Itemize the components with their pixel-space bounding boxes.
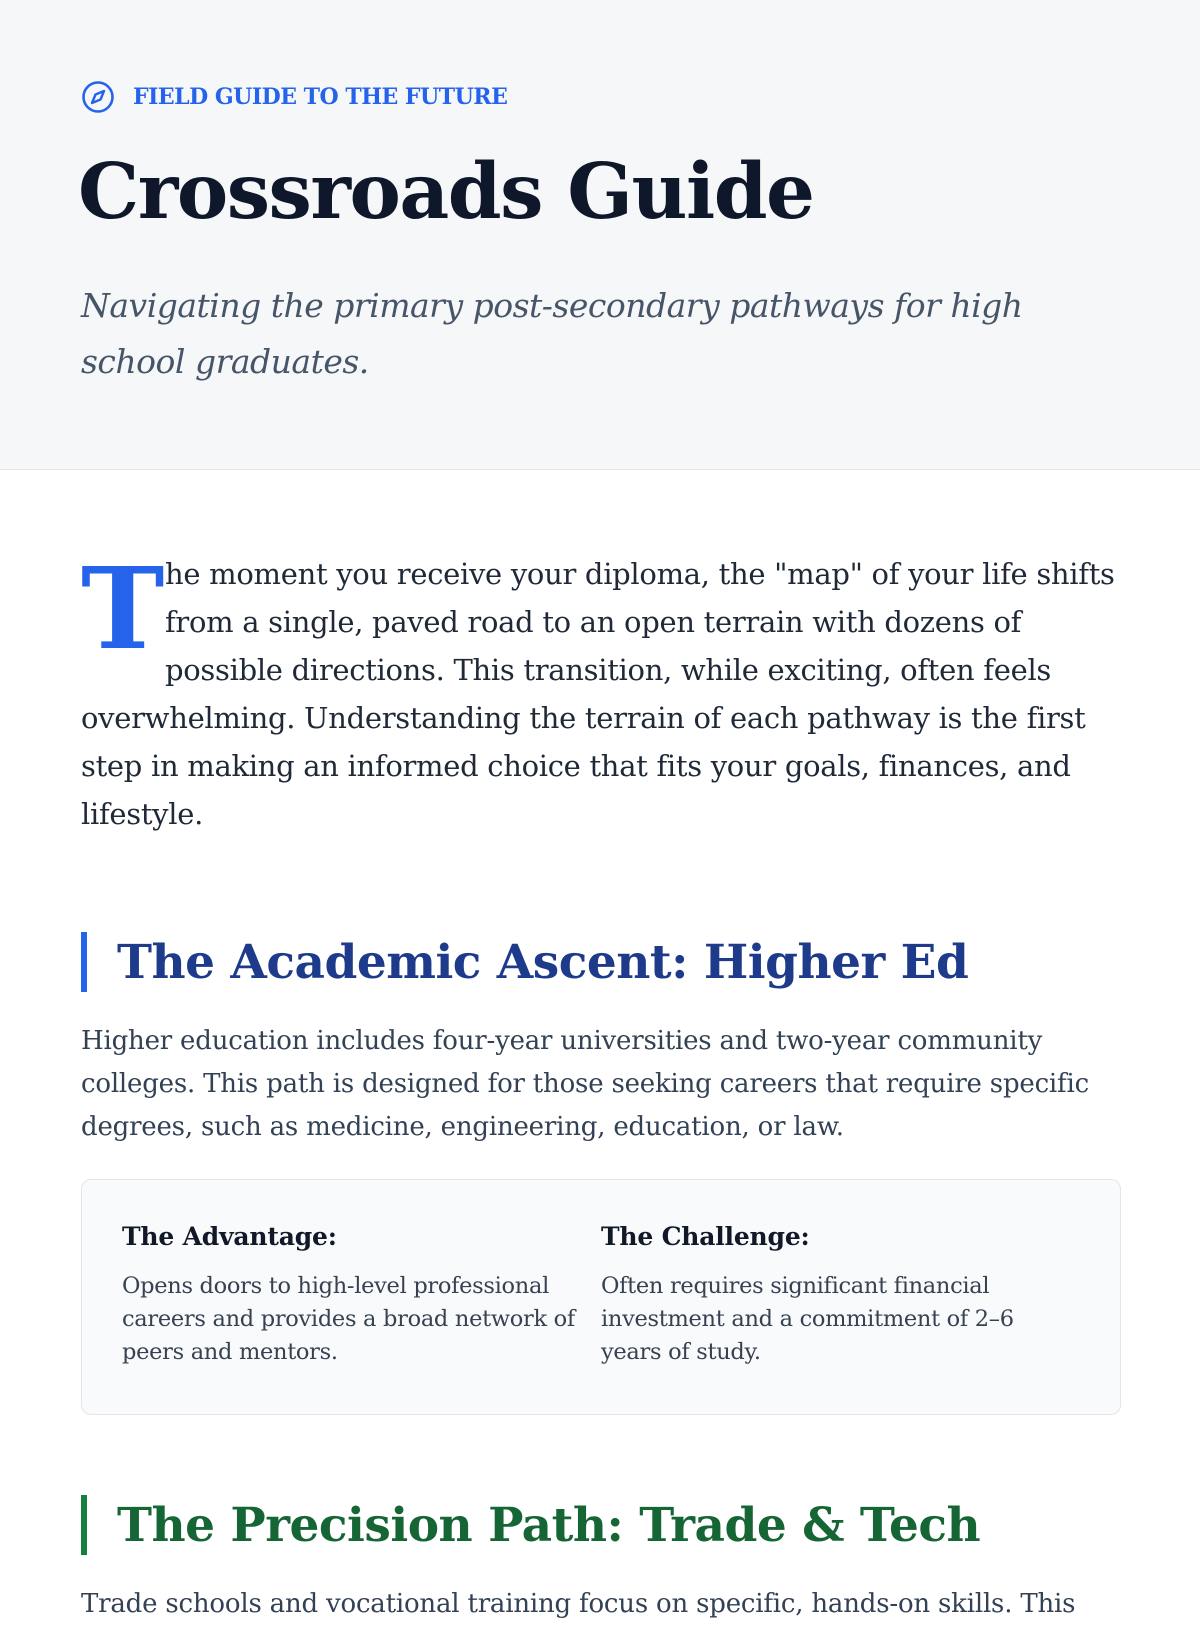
section-higher-ed — [81, 932, 1121, 1415]
section-trade-tech — [81, 1495, 1121, 1626]
article-body — [81, 544, 1121, 1626]
drop-cap: T — [81, 544, 165, 675]
advantage-text: Opens doors to high-level professional careers and provides a broad network of peers and mentors. — [122, 1273, 575, 1365]
section-heading-higher-ed: The Academic Ascent: Higher Ed — [81, 932, 1121, 992]
intro-paragraph — [81, 544, 1121, 838]
advantage-column — [122, 1220, 601, 1414]
pros-cons-card — [81, 1179, 1121, 1415]
challenge-title: The Challenge: — [601, 1222, 810, 1251]
section-body-trade-tech: Trade schools and vocational training focus on specific, hands-on skills. This — [81, 1589, 1076, 1619]
section-heading-trade-tech: The Precision Path: Trade & Tech — [81, 1495, 1121, 1555]
eyebrow-label: FIELD GUIDE TO THE FUTURE — [133, 84, 508, 110]
advantage-title: The Advantage: — [122, 1222, 337, 1251]
challenge-column — [601, 1220, 1080, 1414]
section-body-higher-ed: Higher education includes four-year universities and two-year community colleges. This path is designed for those seeking careers that require specific degrees, such as medicine, engineering, education, or law. — [81, 1026, 1089, 1142]
page-subtitle: Navigating the primary post-secondary pathways for high school graduates. — [81, 286, 1023, 381]
compass-icon — [81, 80, 115, 114]
challenge-text: Often requires significant financial investment and a commitment of 2–6 years of study. — [601, 1273, 1014, 1365]
page-title: Crossroads Guide — [78, 147, 814, 237]
eyebrow — [81, 80, 507, 114]
page-header — [0, 0, 1200, 470]
intro-text: he moment you receive your diploma, the "map" of your life shifts from a single, paved road to an open terrain with dozens of possible directions. This transition, while exciting, often feels overwhelming. Understanding the terrain of each pathway is the first step in making an informed choice that fits your goals, finances, and lifestyle. — [81, 557, 1115, 831]
